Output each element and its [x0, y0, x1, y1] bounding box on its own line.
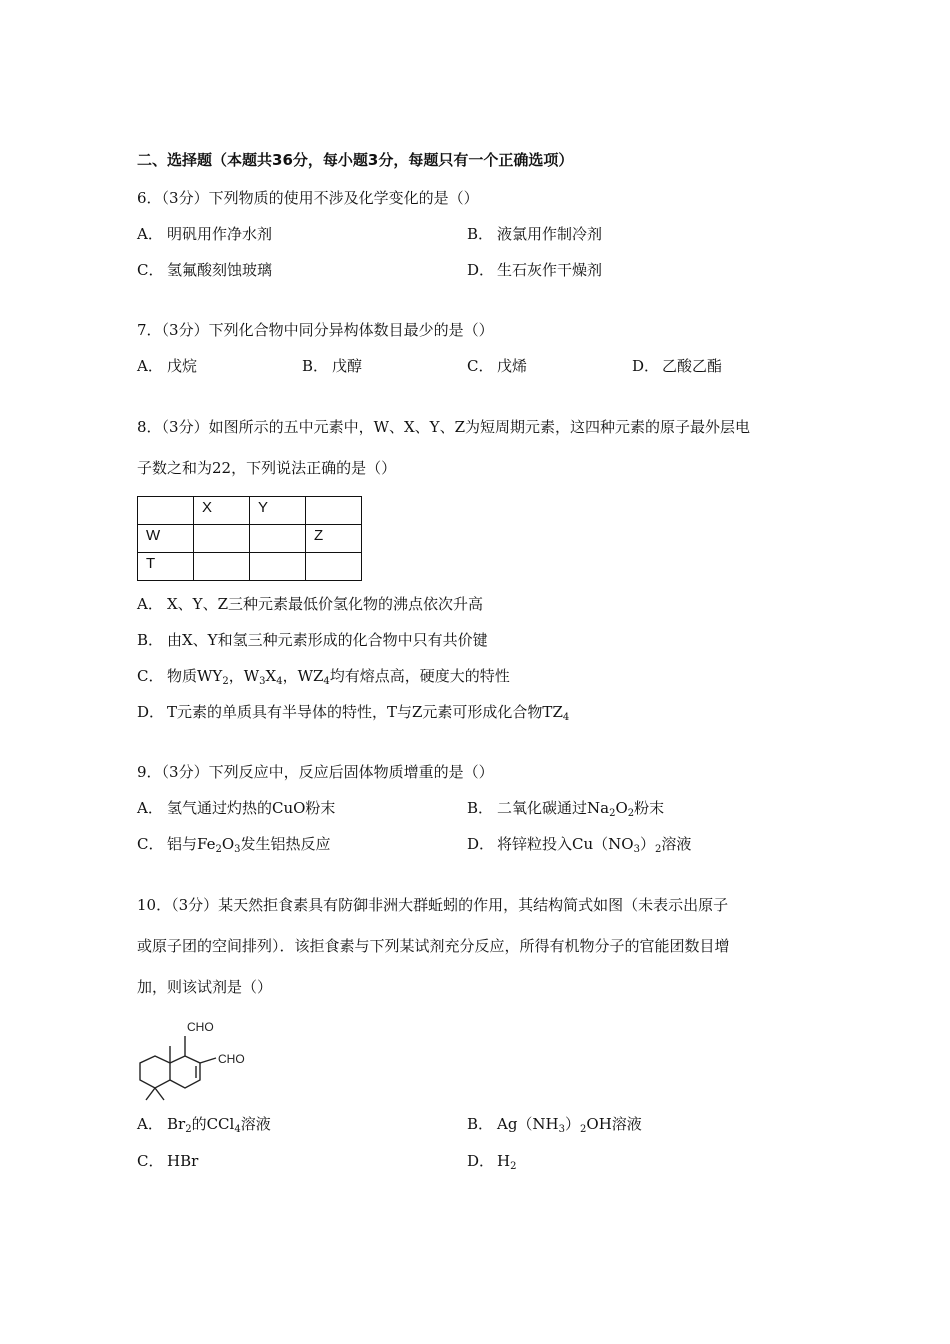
q8-stem-line-1: 8．（3分）如图所示的五中元素中，W、X、Y、Z为短周期元素，这四种元素的原子最外层电 [137, 418, 751, 436]
option-text: 乙酸乙酯 [662, 357, 723, 375]
q8-stem-line-2: 子数之和为22，下列说法正确的是（） [137, 459, 397, 477]
subscript: 2 [510, 1161, 517, 1172]
table-cell: T [138, 553, 194, 581]
option-text-part: ，WZ [282, 667, 324, 685]
table-row [138, 553, 362, 581]
q9-stem: 9．（3分）下列反应中，反应后固体物质增重的是（） [137, 763, 494, 781]
q9-option-d [467, 834, 691, 854]
subscript: 4 [323, 676, 330, 687]
option-label: C． [137, 835, 164, 853]
subscript: 2 [222, 676, 229, 687]
option-text: 氢氟酸刻蚀玻璃 [167, 261, 273, 279]
option-label: D． [467, 261, 495, 279]
q6-option-d [467, 260, 602, 280]
q10-option-a [137, 1114, 271, 1134]
option-label: C． [137, 261, 164, 279]
option-label: B． [137, 631, 164, 649]
table-row [138, 497, 362, 525]
option-text-part: 发生铝热反应 [240, 835, 331, 853]
subscript: 4 [276, 676, 283, 687]
subscript: 3 [633, 844, 640, 855]
table-cell [138, 497, 194, 525]
cho-bond-right [200, 1058, 216, 1063]
q10-option-c [137, 1151, 198, 1171]
table-cell: Z [306, 525, 362, 553]
subscript: 2 [654, 844, 662, 855]
option-label: D． [467, 835, 495, 853]
left-ring [140, 1056, 170, 1088]
option-label: B． [302, 357, 329, 375]
option-text-part: Ag（NH [497, 1115, 559, 1133]
option-label: A． [137, 225, 163, 243]
q8-option-b [137, 630, 488, 650]
option-text-part: T元素的单质具有半导体的特性，T与Z元素可形成化合物TZ [167, 703, 563, 721]
q6-option-a [137, 224, 272, 244]
q7-option-d [632, 356, 722, 376]
table-cell [194, 553, 250, 581]
subscript: 4 [234, 1124, 241, 1135]
option-text-part: 粉末 [634, 799, 665, 817]
option-label: A． [137, 357, 163, 375]
q9-option-b [467, 798, 664, 818]
table-cell [194, 525, 250, 553]
q8-option-d [137, 702, 569, 722]
q7-option-c [467, 356, 527, 376]
subscript: 3 [558, 1124, 566, 1135]
cho-label-right: CHO [218, 1052, 245, 1066]
option-text-part: 二氧化碳通过Na [497, 799, 610, 817]
table-cell: X [194, 497, 250, 525]
q7-option-a [137, 356, 197, 376]
structure-formula-diagram [132, 1018, 262, 1110]
option-text-part: O [615, 799, 628, 817]
cho-label-top: CHO [187, 1020, 214, 1034]
option-text-part: X [265, 667, 277, 685]
subscript: 2 [609, 808, 616, 819]
section-title: 二、选择题（本题共36分，每小题3分，每题只有一个正确选项） [137, 151, 574, 169]
q10-option-b [467, 1114, 642, 1134]
option-text-part: 铝与Fe [167, 835, 216, 853]
table-cell [250, 553, 306, 581]
table-cell: W [138, 525, 194, 553]
option-text-part: ，W [228, 667, 260, 685]
option-text-part: Br [167, 1115, 186, 1133]
option-text-part: 将锌粒投入Cu（NO [497, 835, 634, 853]
option-label: A． [137, 1115, 163, 1133]
option-label: D． [467, 1152, 495, 1170]
subscript: 4 [562, 712, 570, 723]
subscript: 2 [215, 844, 222, 855]
option-text: 戊烷 [167, 357, 198, 375]
option-text-part: 溶液 [661, 835, 692, 853]
q6-option-b [467, 224, 602, 244]
q8-option-a [137, 594, 483, 614]
option-text: HBr [167, 1152, 199, 1170]
q7-option-b [302, 356, 362, 376]
option-text-part: OH溶液 [586, 1115, 642, 1133]
subscript: 3 [259, 676, 266, 687]
q7-stem: 7．（3分）下列化合物中同分异构体数目最少的是（） [137, 321, 494, 339]
option-text-part: 物质WY [167, 667, 223, 685]
subscript: 3 [234, 844, 241, 855]
q10-stem-line-3: 加，则该试剂是（） [137, 978, 273, 996]
subscript: 2 [627, 808, 635, 819]
q10-stem-line-1: 10．（3分）某天然拒食素具有防御非洲大群蚯蚓的作用，其结构简式如图（未表示出原子 [137, 896, 729, 914]
option-text-part: ） [639, 835, 655, 853]
option-label: C． [467, 357, 494, 375]
option-label: D． [632, 357, 660, 375]
q9-option-c [137, 834, 331, 854]
option-text-part: H [497, 1152, 511, 1170]
table-cell: Y [250, 497, 306, 525]
option-text-part: 的CCl [191, 1115, 235, 1133]
option-label: B． [467, 799, 494, 817]
q6-stem: 6．（3分）下列物质的使用不涉及化学变化的是（） [137, 189, 479, 207]
q10-option-d [467, 1151, 516, 1171]
option-text-part: 溶液 [240, 1115, 271, 1133]
subscript: 2 [580, 1124, 587, 1135]
option-text-part: 均有熔点高，硬度大的特性 [329, 667, 510, 685]
option-label: B． [467, 1115, 494, 1133]
option-text: X、Y、Z三种元素最低价氢化物的沸点依次升高 [167, 595, 484, 613]
option-text: 液氯用作制冷剂 [497, 225, 603, 243]
option-text: 明矾用作净水剂 [167, 225, 273, 243]
option-text: 由X、Y和氢三种元素形成的化合物中只有共价键 [167, 631, 488, 649]
q9-option-a [137, 798, 335, 818]
option-text: 戊烯 [497, 357, 528, 375]
option-label: D． [137, 703, 165, 721]
option-label: B． [467, 225, 494, 243]
option-text: 戊醇 [332, 357, 363, 375]
table-row [138, 525, 362, 553]
periodic-table-fragment [137, 496, 362, 581]
option-text: 氢气通过灼热的CuO粉末 [167, 799, 336, 817]
q8-option-c [137, 666, 510, 686]
table-cell [250, 525, 306, 553]
methyl-bond [146, 1088, 155, 1100]
subscript: 2 [185, 1124, 192, 1135]
option-text-part: ） [565, 1115, 581, 1133]
option-label: A． [137, 799, 163, 817]
option-text: 生石灰作干燥剂 [497, 261, 603, 279]
table-cell [306, 553, 362, 581]
methyl-bond [155, 1088, 164, 1100]
q6-option-c [137, 260, 272, 280]
option-text-part: O [221, 835, 235, 853]
table-cell [306, 497, 362, 525]
option-label: C． [137, 1152, 164, 1170]
option-label: C． [137, 667, 164, 685]
q10-stem-line-2: 或原子团的空间排列）．该拒食素与下列某试剂充分反应，所得有机物分子的官能团数目增 [137, 937, 730, 955]
option-label: A． [137, 595, 163, 613]
